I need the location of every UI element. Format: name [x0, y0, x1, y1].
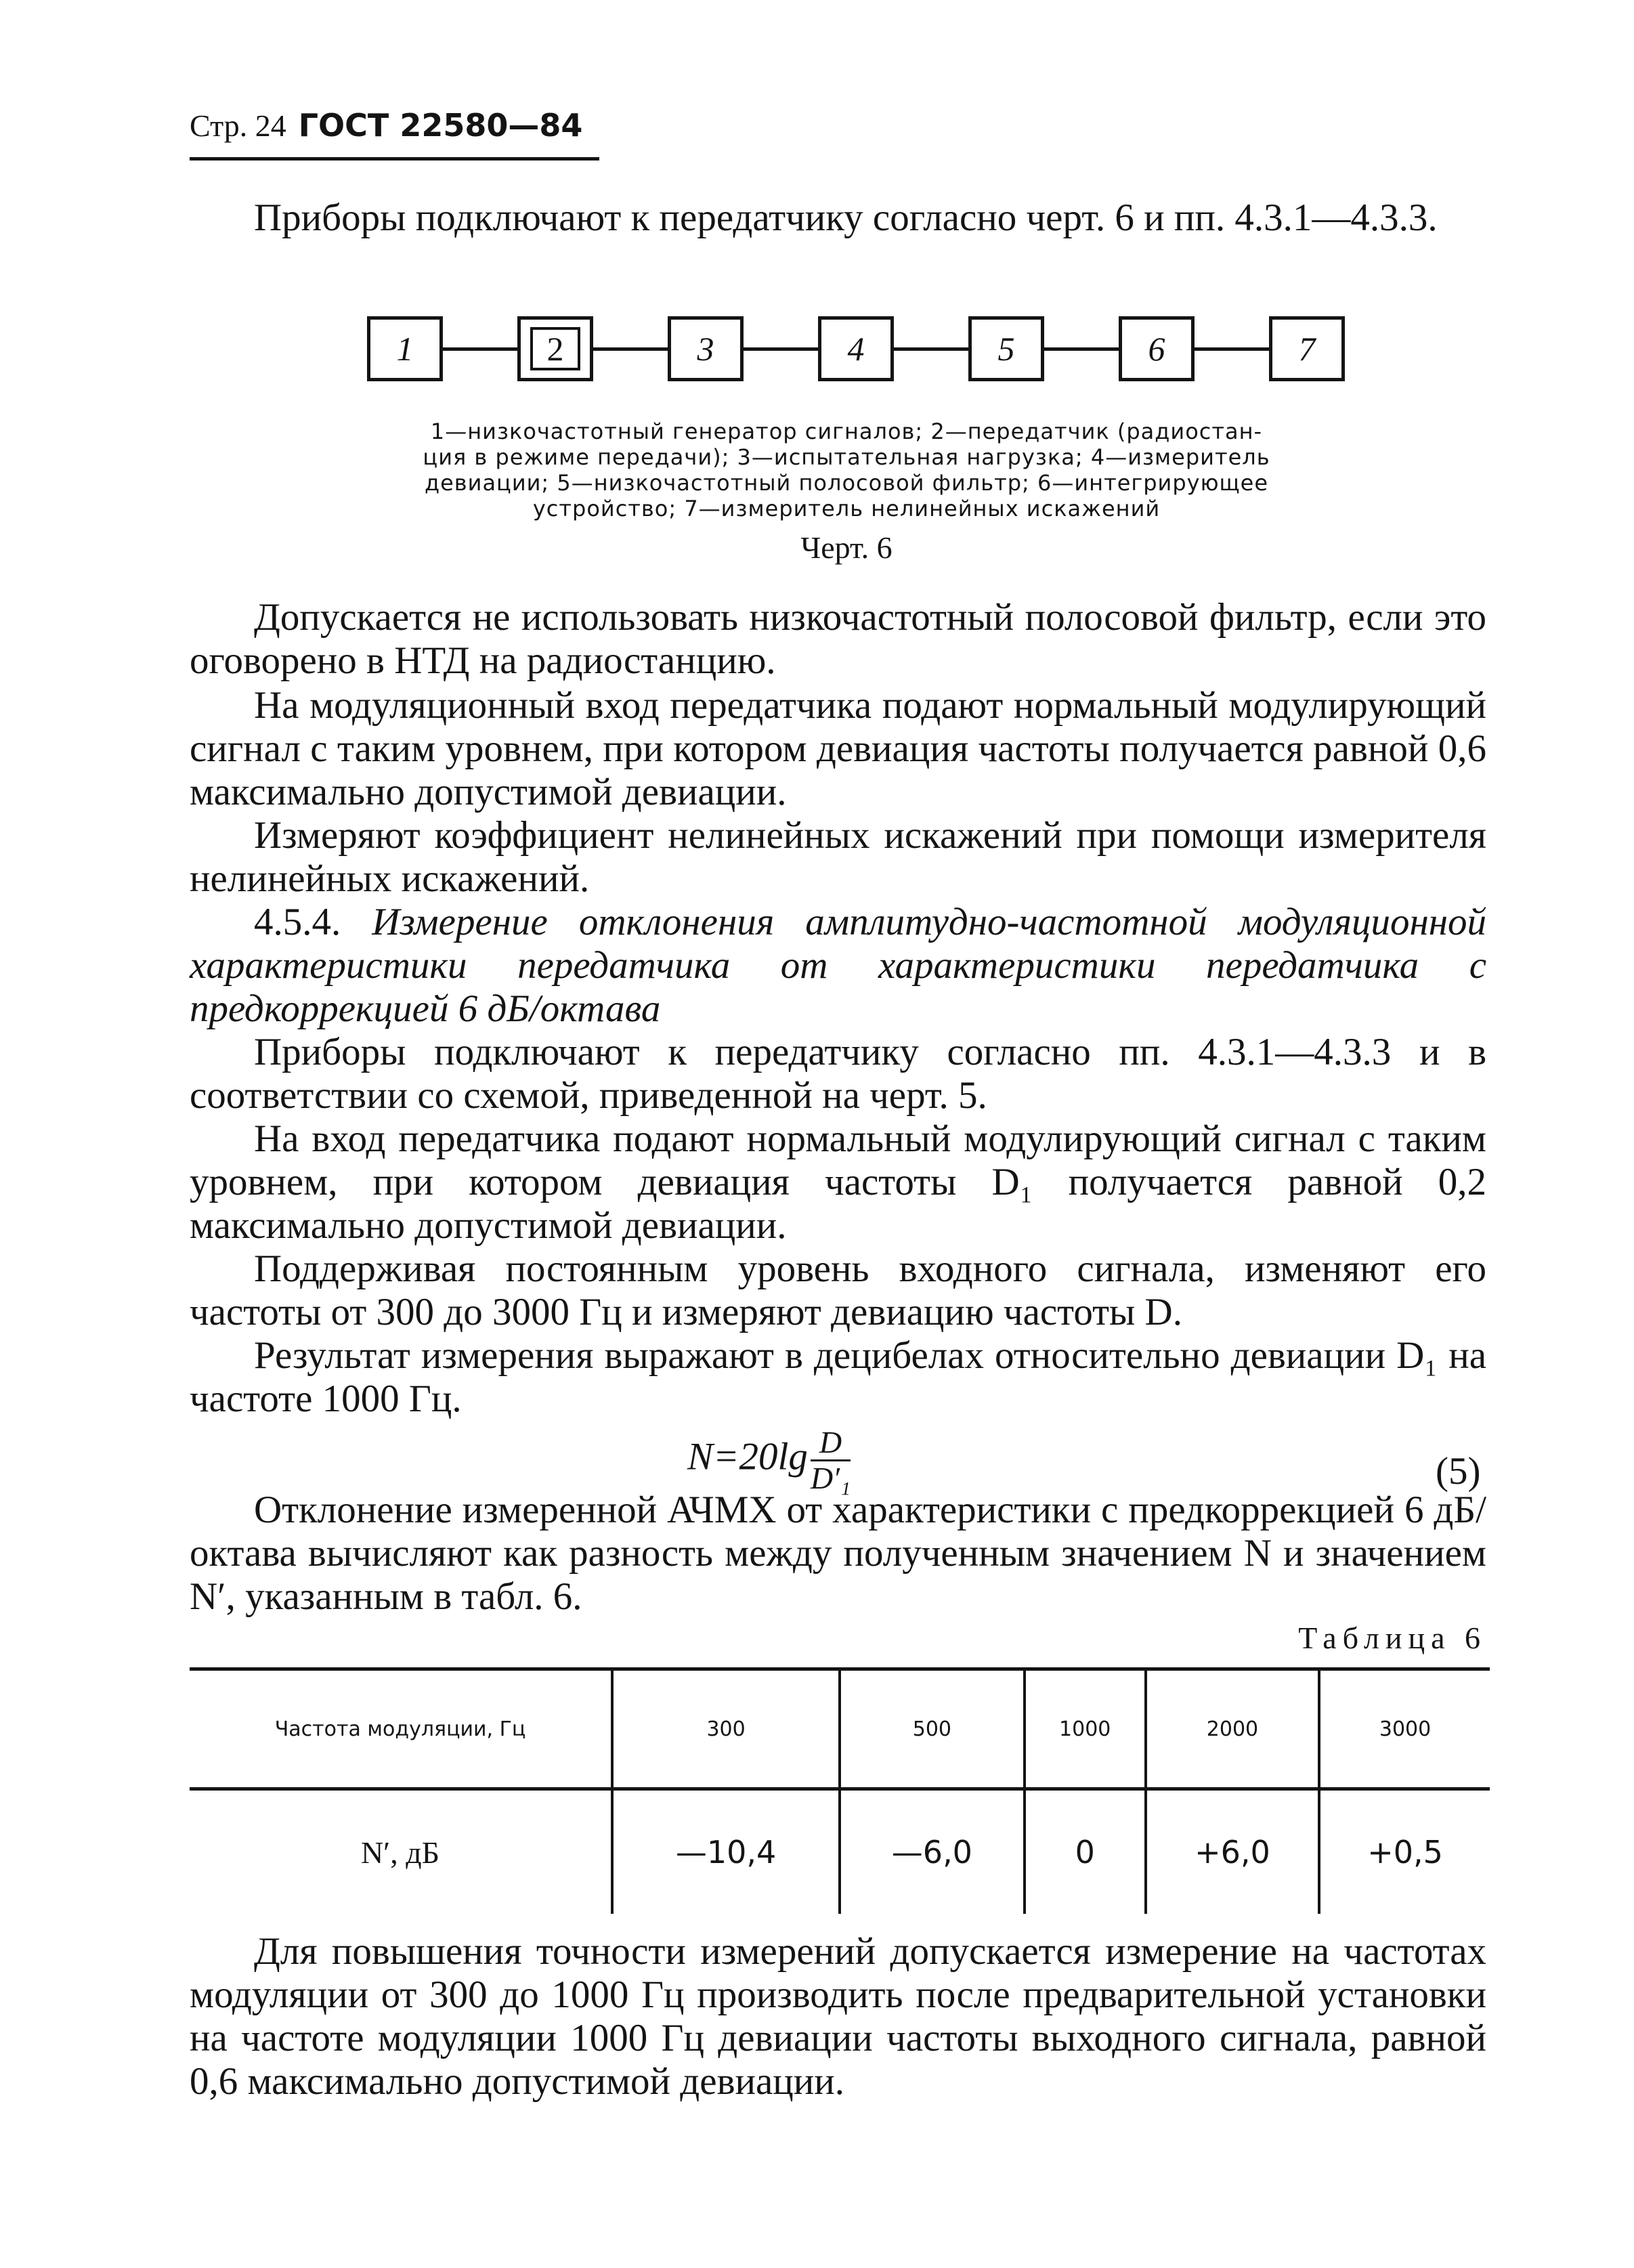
block-label-6: 6 — [1148, 330, 1165, 368]
table-cell: +6,0 — [1146, 1789, 1319, 1914]
block-label-7: 7 — [1298, 330, 1316, 368]
connector-line — [894, 347, 968, 351]
paragraph-devices-connection: Приборы подключают к передатчику согласно черт. 6 и пп. 4.3.1—4.3.3. — [254, 196, 1438, 239]
diagram-block-1 — [367, 316, 443, 381]
standard-number: ГОСТ 22580—84 — [298, 107, 583, 144]
block-label-5: 5 — [997, 330, 1015, 368]
caption-line: ция в режиме передачи); 3—испытательная нагрузка; 4—измеритель — [423, 444, 1270, 470]
table-cell: —10,4 — [612, 1789, 840, 1914]
section-number: 4.5.4. — [254, 901, 341, 943]
figure-label: Черт. 6 — [800, 530, 893, 565]
page-number: Стр. 24 — [190, 108, 286, 143]
paragraph-result-db: Результат измерения выражают в децибелах относительно девиации D₁ на частоте 1000 Гц. — [190, 1334, 1486, 1420]
caption-line: устройство; 7—измеритель нелинейных искажений — [532, 496, 1161, 521]
block-label-2: 2 — [546, 330, 564, 368]
table-cell: +0,5 — [1319, 1789, 1490, 1914]
diagram-block-5 — [968, 316, 1044, 381]
header-cell: 3000 — [1319, 1669, 1490, 1789]
block-label-1: 1 — [396, 330, 414, 368]
caption-line: 1—низкочастотный генератор сигналов; 2—передатчик (радиостан- — [430, 419, 1263, 444]
diagram-block-2 — [517, 316, 593, 381]
table-label: Таблица 6 — [1298, 1621, 1486, 1655]
section-title: Измерение отклонения амплитудно-частотной модуляционной характеристики передатчика от характеристики передатчика с предкоррекцией 6 дБ/октава — [190, 901, 1487, 1030]
paragraph-accuracy: Для повышения точности измерений допускается измерение на частотах модуляции от 300 до 1000 Гц производить после предварительной установки на частоте модуляции 1000 Гц девиации частоты выходного сигнала, равной 0,6 максимально допустимой девиации. — [190, 1930, 1486, 2103]
formula-number: (5) — [1436, 1450, 1481, 1493]
formula-numerator: D — [811, 1426, 851, 1461]
block-inner-frame — [530, 327, 580, 370]
paragraph-input-signal: На вход передатчика подают нормальный модулирующий сигнал с таким уровнем, при котором девиация частоты D₁ получается равной 0,2 максимально допустимой девиации. — [190, 1117, 1486, 1247]
header-cell: Частота модуляции, Гц — [274, 1717, 526, 1741]
section-heading — [190, 901, 1486, 1031]
table-row — [190, 1789, 1490, 1914]
paragraph-filter-optional: Допускается не использовать низкочастотный полосовой фильтр, если это оговорено в НТД на радиостанцию. — [190, 596, 1486, 682]
header-cell: 500 — [840, 1669, 1024, 1789]
header-cell: 1000 — [1025, 1669, 1146, 1789]
diagram-block-4 — [818, 316, 894, 381]
header-rule — [190, 157, 599, 161]
paragraph-distortion-measure: Измеряют коэффициент нелинейных искажений при помощи измерителя нелинейных искажений. — [190, 814, 1486, 900]
data-table — [190, 1667, 1490, 1914]
diagram-block-6 — [1119, 316, 1195, 381]
formula — [687, 1426, 851, 1495]
paragraph-connection-scheme: Приборы подключают к передатчику согласно пп. 4.3.1—4.3.3 и в соответствии со схемой, приведенной на черт. 5. — [190, 1031, 1486, 1117]
connector-line — [443, 347, 517, 351]
diagram-block-3 — [668, 316, 744, 381]
block-label-4: 4 — [847, 330, 865, 368]
figure-caption — [339, 419, 1354, 521]
connector-line — [1044, 347, 1119, 351]
block-label-3: 3 — [697, 330, 714, 368]
formula-fraction — [811, 1426, 851, 1495]
table-cell: —6,0 — [840, 1789, 1024, 1914]
header-cell: 300 — [612, 1669, 840, 1789]
paragraph-deviation-calc: Отклонение измеренной АЧМХ от характеристики с предкоррекцией 6 дБ/октава вычисляют как разность между полученным значением N и значением N′, указанным в табл. 6. — [190, 1489, 1486, 1618]
row-label: N′, дБ — [360, 1835, 440, 1870]
table-header-row — [190, 1669, 1490, 1789]
formula-lhs: N=20lg — [687, 1435, 808, 1478]
connector-line — [593, 347, 668, 351]
table-cell: 0 — [1025, 1789, 1146, 1914]
connector-line — [1195, 347, 1269, 351]
formula-denominator: D′₁ — [810, 1461, 851, 1495]
paragraph-frequency-sweep: Поддерживая постоянным уровень входного сигнала, изменяют его частоты от 300 до 3000 Гц и измеряют девиацию частоты D. — [190, 1247, 1486, 1333]
caption-line: девиации; 5—низкочастотный полосовой фильтр; 6—интегрирующее — [424, 470, 1269, 496]
paragraph-modulation-input: На модуляционный вход передатчика подают нормальный модулирующий сигнал с таким уровнем, при котором девиация частоты получается равной 0,6 максимально допустимой девиации. — [190, 684, 1486, 813]
header-cell: 2000 — [1146, 1669, 1319, 1789]
connector-line — [744, 347, 818, 351]
page-header — [190, 107, 582, 144]
diagram-block-7 — [1269, 316, 1345, 381]
